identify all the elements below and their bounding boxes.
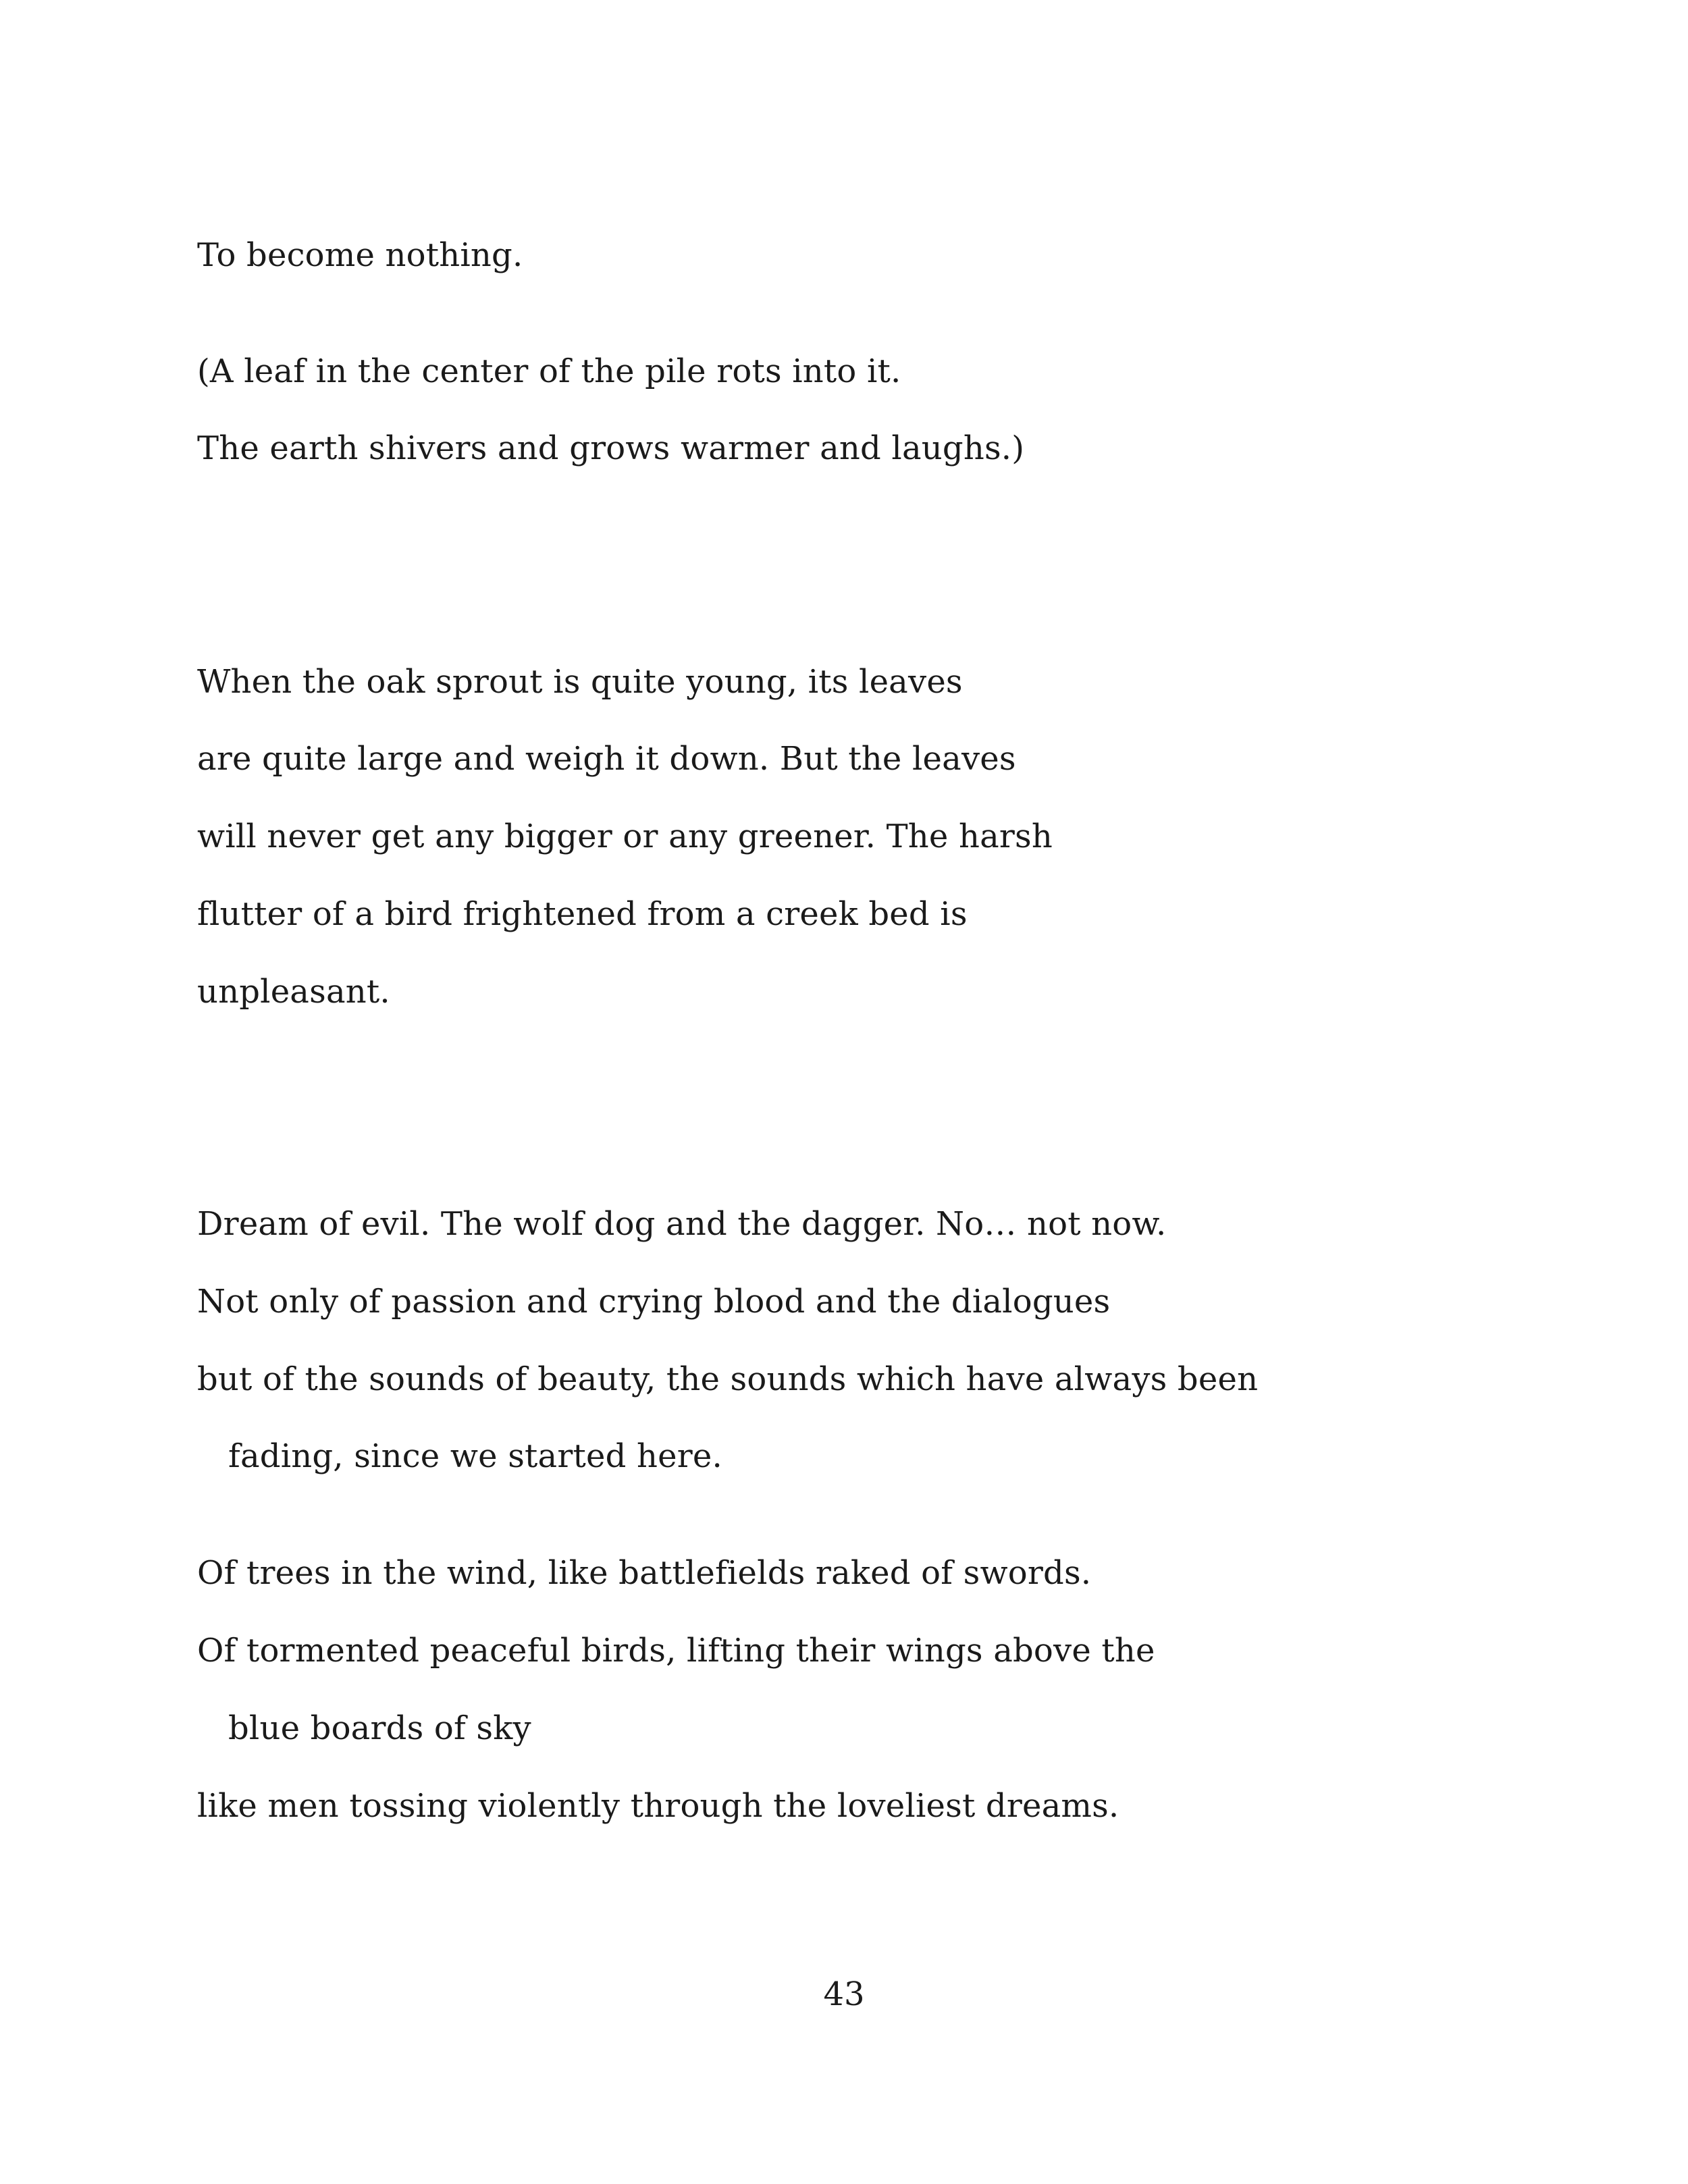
poem-line-indented: blue boards of sky — [228, 1709, 531, 1747]
poem-line: will never get any bigger or any greener. The harsh — [197, 818, 1053, 855]
page-number: 43 — [823, 1975, 865, 2013]
poem-line: like men tossing violently through the loveliest dreams. — [197, 1787, 1119, 1825]
poem-line: To become nothing. — [197, 236, 523, 274]
poem-line: (A leaf in the center of the pile rots into it. — [197, 352, 901, 390]
poem-line: When the oak sprout is quite young, its leaves — [197, 663, 963, 701]
poem-line: flutter of a bird frightened from a creek bed is — [197, 895, 968, 933]
poem-line: The earth shivers and grows warmer and laughs.) — [197, 429, 1025, 467]
poem-line: Dream of evil. The wolf dog and the dagger. No… not now. — [197, 1205, 1167, 1243]
poem-line: Of trees in the wind, like battlefields raked of swords. — [197, 1554, 1092, 1592]
poem-line: Of tormented peaceful birds, lifting their wings above the — [197, 1632, 1155, 1670]
poem-line-indented: fading, since we started here. — [228, 1437, 722, 1475]
poem-line: unpleasant. — [197, 973, 390, 1011]
poem-line: Not only of passion and crying blood and the dialogues — [197, 1283, 1111, 1321]
poem-line: are quite large and weigh it down. But the leaves — [197, 740, 1016, 778]
poem-line: but of the sounds of beauty, the sounds which have always been — [197, 1360, 1259, 1398]
